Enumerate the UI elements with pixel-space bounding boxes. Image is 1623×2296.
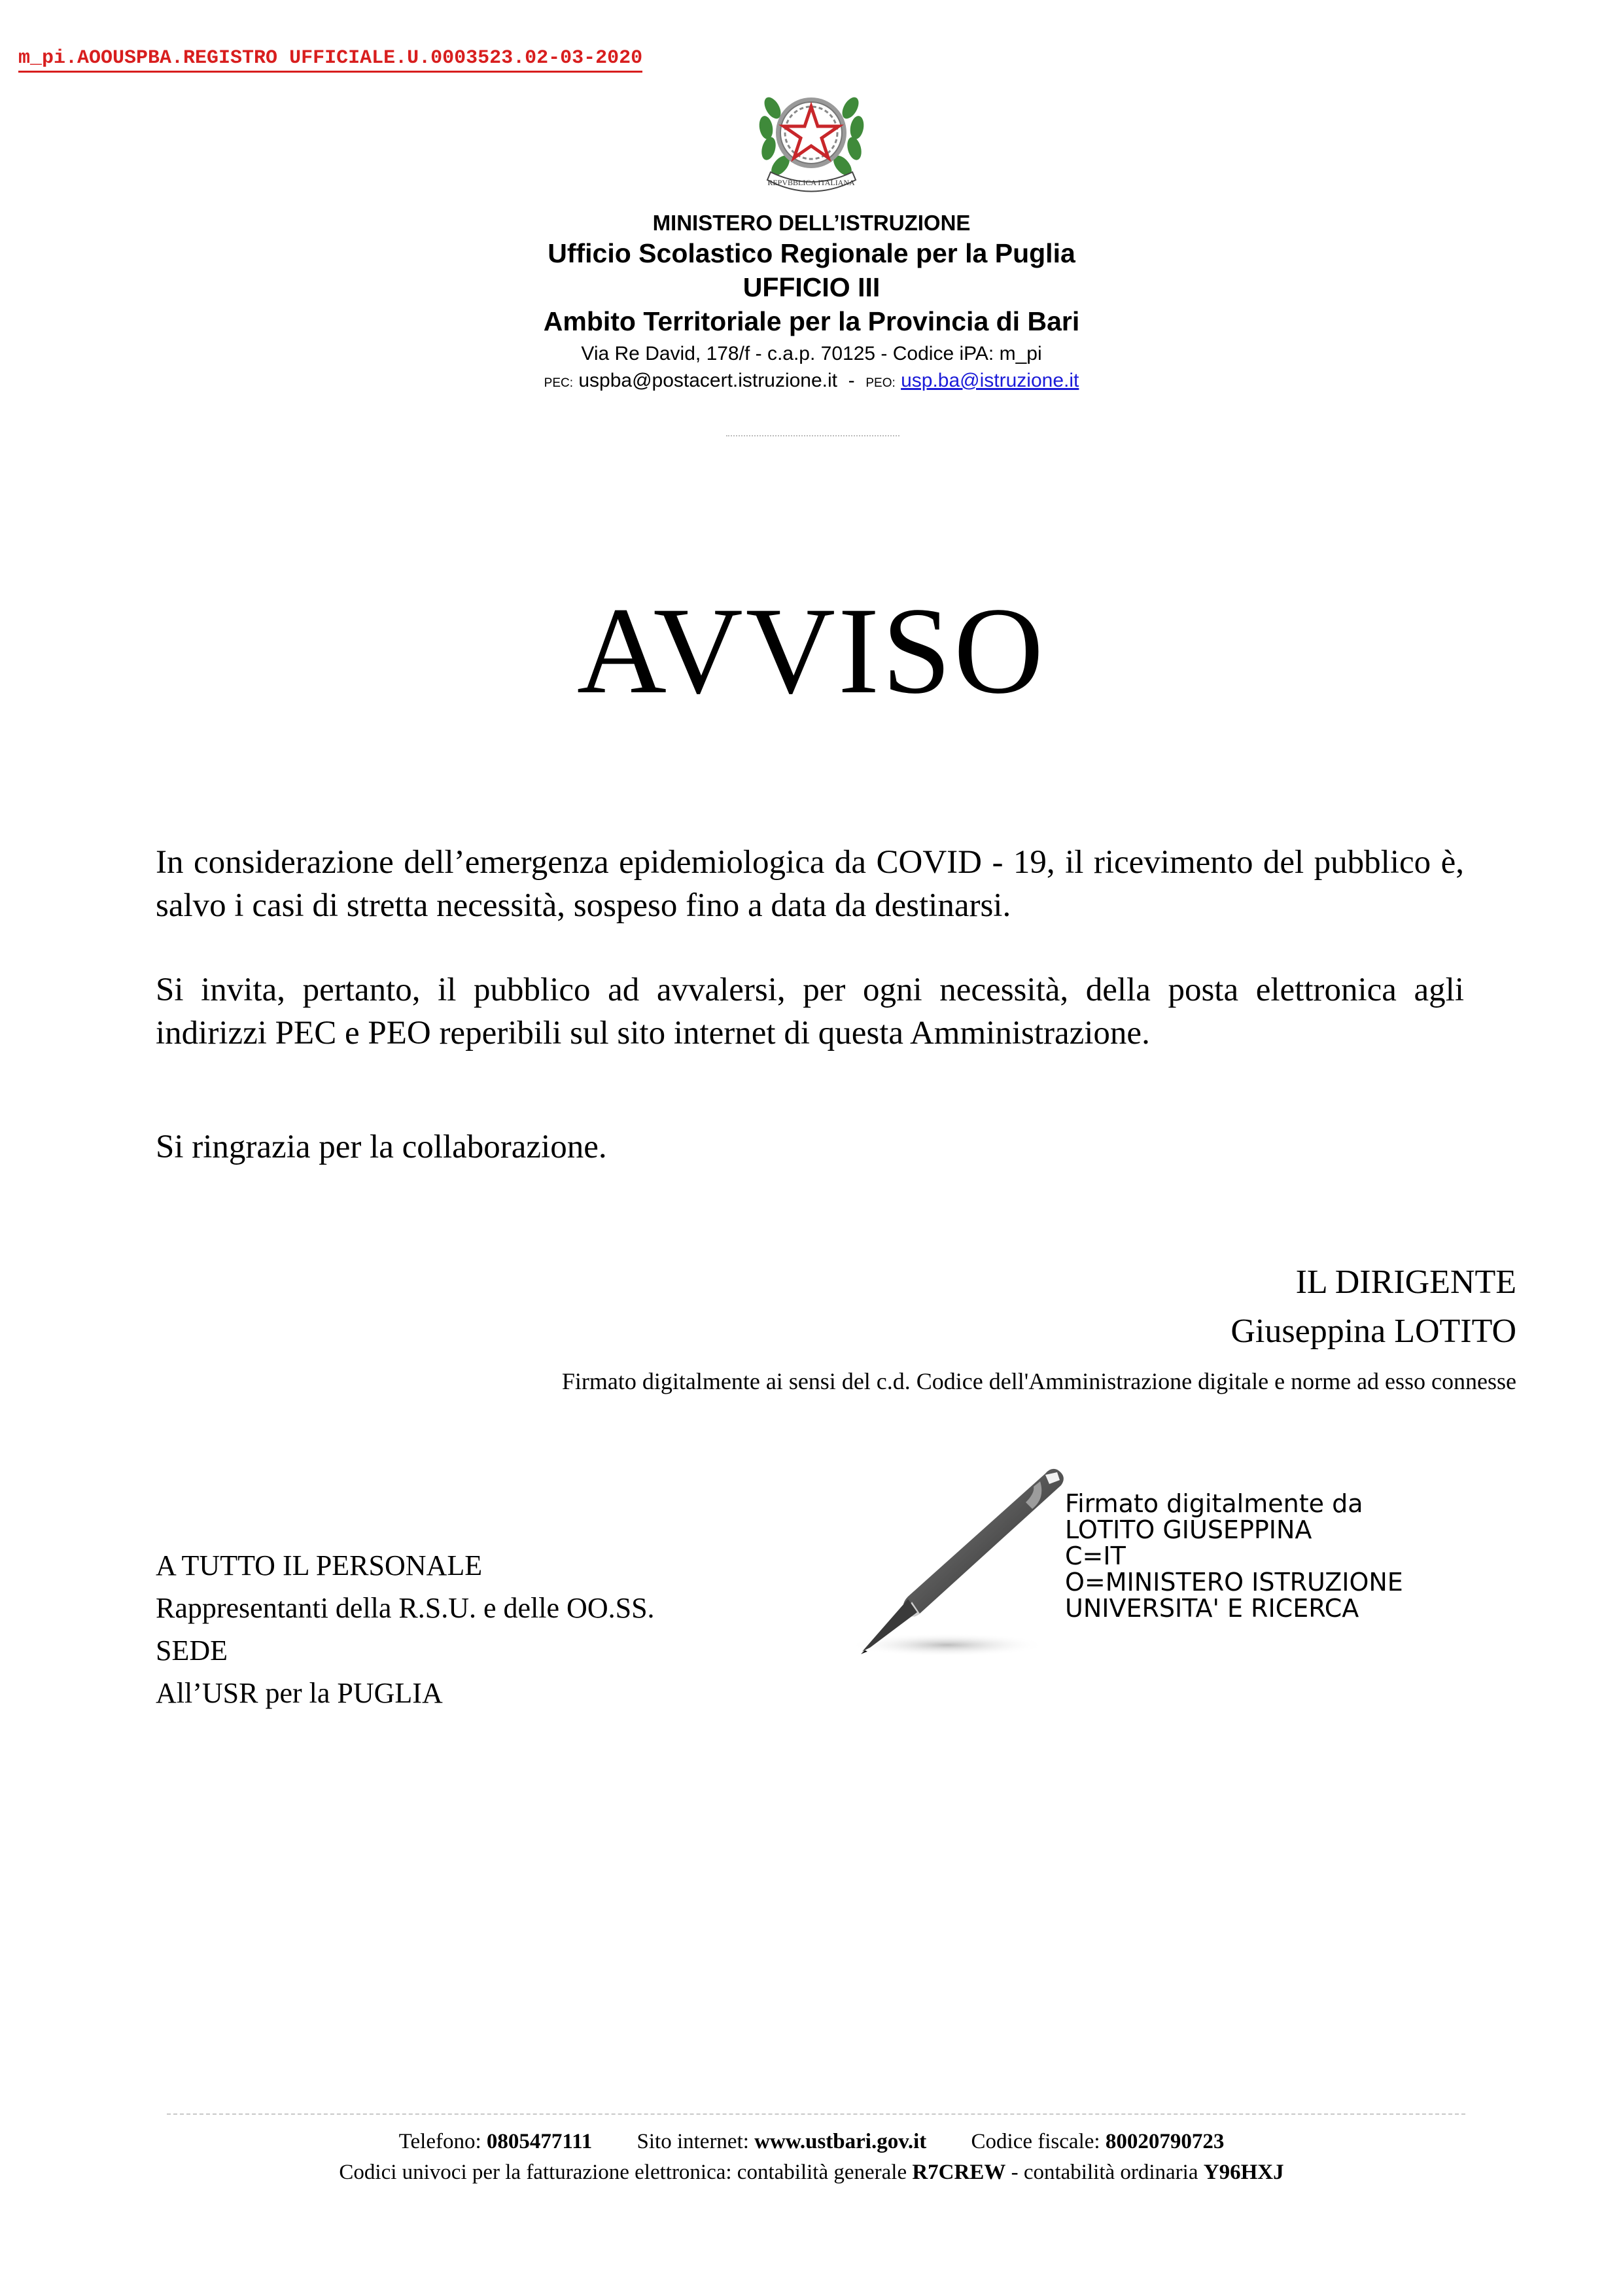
recipient-line: All’USR per la PUGLIA bbox=[156, 1677, 443, 1709]
site-label: Sito internet: bbox=[637, 2130, 749, 2153]
body-paragraph-2: Si invita, pertanto, il pubblico ad avvalersi, per ogni necessità, della posta elettronica agli indirizzi PEC e PEO reperibili sul sito internet di questa Amministrazione. bbox=[156, 972, 1464, 1051]
pec-label: PEC: bbox=[544, 376, 573, 390]
recipient-line: Rappresentanti della R.S.U. e delle OO.SS. bbox=[156, 1592, 655, 1624]
billing-mid: - contabilità ordinaria bbox=[1011, 2161, 1198, 2184]
italian-republic-emblem-icon bbox=[748, 82, 875, 200]
body-paragraph-1: In considerazione dell’emergenza epidemiologica da COVID - 19, il ricevimento del pubblico è, salvo i casi di stretta necessità, sospeso fino a data da destinarsi. bbox=[156, 844, 1464, 924]
digital-signature-line: LOTITO GIUSEPPINA bbox=[1065, 1515, 1312, 1544]
regional-office: Ufficio Scolastico Regionale per la Puglia bbox=[548, 238, 1075, 268]
footer-divider bbox=[167, 2113, 1465, 2115]
peo-label: PEO: bbox=[865, 376, 896, 390]
signatory-name: Giuseppina LOTITO bbox=[1230, 1313, 1516, 1350]
office-address: Via Re David, 178/f - c.a.p. 70125 - Codice iPA: m_pi bbox=[581, 343, 1042, 364]
peo-email-link[interactable]: usp.ba@istruzione.it bbox=[901, 370, 1079, 391]
recipient-line: SEDE bbox=[156, 1634, 228, 1667]
billing-ordinary-code: Y96HXJ bbox=[1203, 2161, 1284, 2184]
digital-signature-line: O=MINISTERO ISTRUZIONE bbox=[1065, 1568, 1403, 1597]
protocol-number: m_pi.AOOUSPBA.REGISTRO UFFICIALE.U.0003523.02-03-2020 bbox=[18, 47, 642, 73]
billing-prefix: Codici univoci per la fatturazione elettronica: contabilità generale bbox=[339, 2161, 907, 2184]
footer-contacts bbox=[0, 2130, 1623, 2154]
body-paragraph-3: Si ringrazia per la collaborazione. bbox=[156, 1129, 607, 1165]
digital-signature-line: Firmato digitalmente da bbox=[1065, 1489, 1363, 1518]
footer-billing bbox=[0, 2161, 1623, 2185]
emblem-ribbon-text: REPVBBLICA ITALIANA bbox=[767, 178, 855, 187]
territorial-office: Ambito Territoriale per la Provincia di Bari bbox=[543, 306, 1080, 336]
signature-note: Firmato digitalmente ai sensi del c.d. Codice dell'Amministrazione digitale e norme ad esso connesse bbox=[561, 1368, 1516, 1394]
tax-code: 80020790723 bbox=[1105, 2130, 1225, 2153]
recipient-line: A TUTTO IL PERSONALE bbox=[156, 1549, 483, 1581]
ministry-name: MINISTERO DELL’ISTRUZIONE bbox=[652, 211, 971, 235]
billing-general-code: R7CREW bbox=[912, 2161, 1006, 2184]
digital-signature-line: C=IT bbox=[1065, 1542, 1126, 1570]
website-link[interactable]: www.ustbari.gov.it bbox=[754, 2130, 927, 2153]
tax-label: Codice fiscale: bbox=[971, 2130, 1100, 2153]
digital-signature-line: UNIVERSITA' E RICERCA bbox=[1065, 1594, 1359, 1623]
phone-number: 0805477111 bbox=[486, 2130, 593, 2153]
contact-line bbox=[0, 370, 1623, 392]
header-divider bbox=[726, 435, 899, 436]
pec-address: uspba@postacert.istruzione.it bbox=[578, 370, 837, 391]
office-unit: UFFICIO III bbox=[742, 272, 881, 302]
signatory-role: IL DIRIGENTE bbox=[1295, 1263, 1516, 1301]
notice-title: AVVISO bbox=[576, 582, 1047, 720]
pen-icon bbox=[849, 1460, 1072, 1663]
contact-separator: - bbox=[848, 370, 855, 391]
phone-label: Telefono: bbox=[398, 2130, 481, 2153]
